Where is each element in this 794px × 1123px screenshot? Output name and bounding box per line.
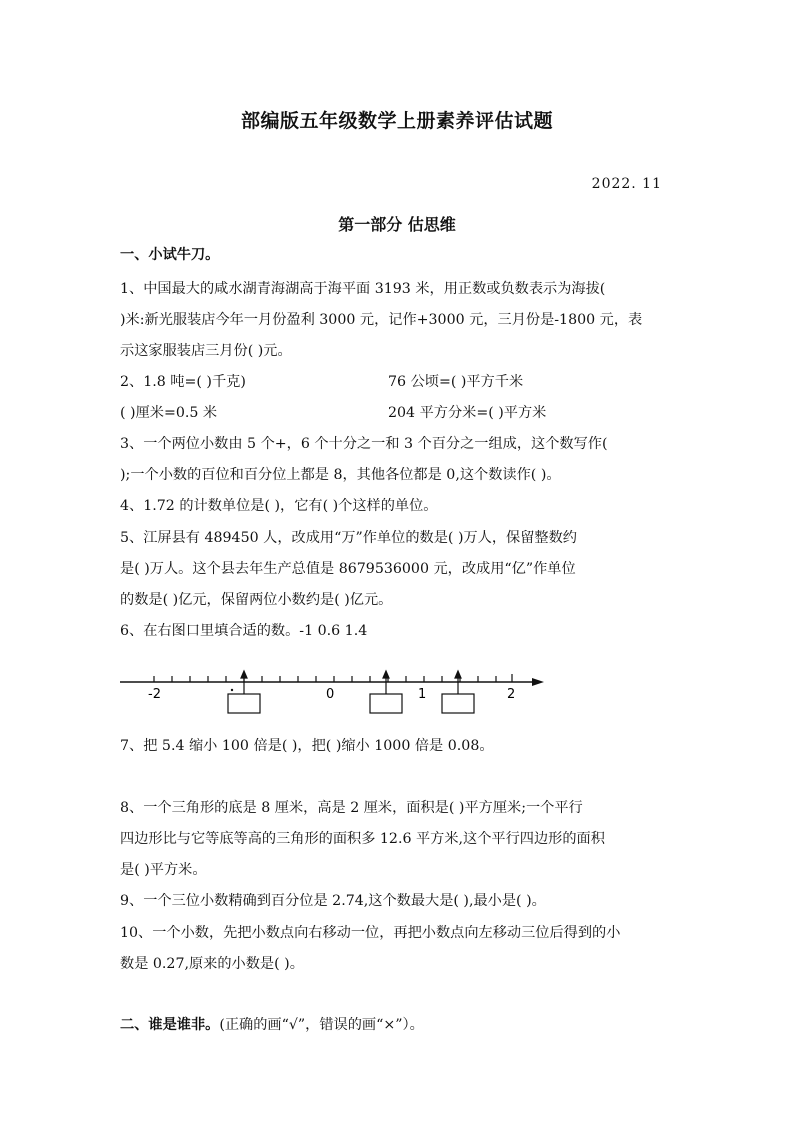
- section2-instruction: (正确的画“√”，错误的画“×”）。: [219, 1017, 424, 1033]
- q6-line: 6、在右图口里填合适的数。-1 0.6 1.4: [120, 623, 368, 639]
- q1-line1: 1、中国最大的咸水湖青海湖高于海平面 3193 米，用正数或负数表示为海拔(: [120, 281, 606, 297]
- label-neg2: -2: [148, 687, 161, 702]
- label-0: 0: [326, 687, 335, 702]
- label-2: 2: [507, 687, 516, 702]
- q1-line3: 示这家服装店三月份( )元。: [120, 343, 292, 359]
- q2-row2-left: ( )厘米=0.5 米: [120, 405, 218, 421]
- marker-b: [370, 671, 402, 713]
- page-title: 部编版五年级数学上册素养评估试题: [240, 110, 553, 132]
- marker-c: [442, 671, 474, 713]
- q2-row1-right: 76 公顷=( )平方千米: [388, 374, 524, 390]
- label-1: 1: [418, 687, 427, 702]
- q2-row2-right: 204 平方分米=( )平方米: [388, 405, 547, 421]
- section2-heading-line: [120, 1014, 680, 1036]
- q3-line1: 3、一个两位小数由 5 个+，6 个十分之一和 3 个百分之一组成，这个数写作(: [120, 436, 608, 452]
- part-title: 第一部分 估思维: [338, 215, 456, 234]
- dot-mark: [231, 689, 233, 691]
- q9-line: 9、一个三位小数精确到百分位是 2.74,这个数最大是( ),最小是( )。: [120, 893, 546, 909]
- q2-row1: [120, 371, 680, 393]
- marker-a: [228, 671, 260, 713]
- section1-heading: 一、小试牛刀。: [120, 247, 220, 263]
- q8-line3: 是( )平方米。: [120, 862, 207, 878]
- q5-line3: 的数是( )亿元，保留两位小数约是( )亿元。: [120, 592, 393, 608]
- exam-date: 2022. 11: [591, 176, 662, 192]
- q4-line: 4、1.72 的计数单位是( )，它有( )个这样的单位。: [120, 498, 438, 514]
- q7-line: 7、把 5.4 缩小 100 倍是( )，把( )缩小 1000 倍是 0.08。: [120, 738, 494, 754]
- q1-line2: )米:新光服装店今年一月份盈利 3000 元，记作+3000 元，三月份是-1800 元，表: [120, 312, 643, 328]
- q5-line1: 5、江屏县有 489450 人，改成用“万”作单位的数是( )万人，保留整数约: [120, 530, 577, 546]
- q2-row1-left: 2、1.8 吨=( )千克): [120, 374, 246, 390]
- number-line-figure: [118, 664, 548, 724]
- q8-line1: 8、一个三角形的底是 8 厘米，高是 2 厘米，面积是( )平方厘米;一个平行: [120, 800, 583, 816]
- q3-line2: );一个小数的百位和百分位上都是 8，其他各位都是 0,这个数读作( )。: [120, 467, 561, 483]
- q10-line2: 数是 0.27,原来的小数是( )。: [120, 956, 304, 972]
- section2-heading: 二、谁是谁非。: [120, 1017, 220, 1033]
- q5-line2: 是( )万人。这个县去年生产总值是 8679536000 元，改成用“亿”作单位: [120, 561, 576, 577]
- q2-row2: [120, 402, 680, 424]
- q8-line2: 四边形比与它等底等高的三角形的面积多 12.6 平方米,这个平行四边形的面积: [120, 831, 605, 847]
- q10-line1: 10、一个小数，先把小数点向右移动一位，再把小数点向左移动三位后得到的小: [120, 925, 621, 941]
- number-line-arrow: [532, 678, 544, 686]
